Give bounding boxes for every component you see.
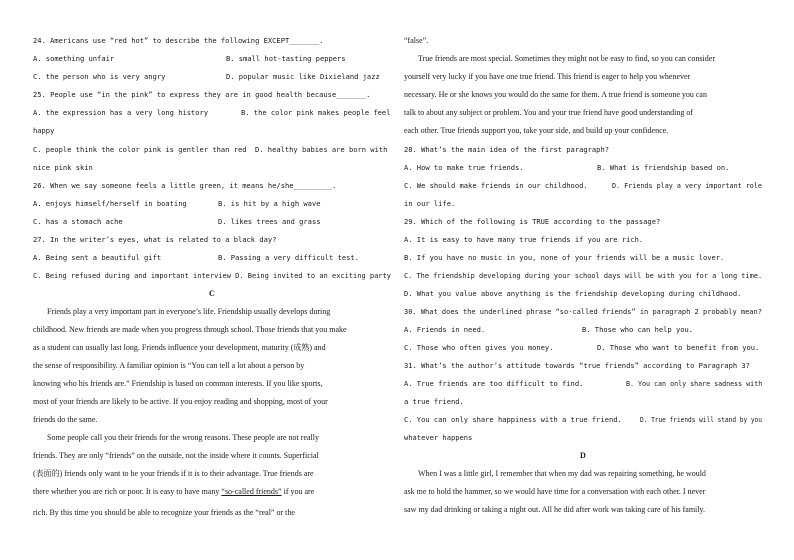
q24-option-a: A. something unfair [33, 54, 115, 63]
q25-option-d-cont: nice pink skin [33, 163, 93, 172]
q24-option-c: C. the person who is very angry [33, 72, 166, 81]
q30-stem: 30. What does the underlined phrase “so-called friends” in paragraph 2 probably mean? [404, 307, 762, 316]
q26-option-d: D. likes trees and grass [218, 217, 321, 226]
passage-c-line: childhood. New friends are made when you progress through school. Those friends that you make [33, 325, 347, 334]
q26-option-a: A. enjoys himself/herself in boating [33, 199, 187, 208]
q29-option-d: D. What you value above anything is the friendship developing during childhood. [404, 289, 742, 298]
q25-option-a: A. the expression has a very long history [33, 108, 209, 117]
q27-option-b: B. Passing a very difficult test. [218, 253, 359, 262]
q30-option-a: A. Friends in need. [404, 325, 486, 334]
passage-c-line: most of your friends are likely to be active. If you enjoy reading and shopping, most of your [33, 397, 328, 406]
passage-c-line: necessary. He or she knows you would do the same for them. A true friend is someone you can [404, 90, 707, 99]
passage-c-line: rich. By this time you should be able to recognize your friends as the “real” or the [33, 508, 295, 517]
q27-stem: 27. In the writer’s eyes, what is related to a black day? [33, 235, 277, 244]
q29-option-c: C. The friendship developing during your school days will be with you for a long time. [404, 271, 763, 280]
q25-option-b: B. the color pink makes people feel [241, 108, 391, 117]
passage-c-line: Some people call you their friends for the wrong reasons. These people are not really [47, 433, 319, 442]
q30-option-c: C. Those who often gives you money. [404, 343, 554, 352]
passage-c-line: knowing who his friends are.” Friendship is based on common interests. If you like sports, [33, 379, 323, 388]
q27-option-cd: C. Being refused during and important interview D. Being invited to an exciting party [33, 271, 391, 280]
q29-option-b: B. If you have no music in you, none of your friends will be a music lover. [404, 253, 725, 262]
q31-option-c: C. You can only share happiness with a true friend. [404, 415, 622, 424]
passage-c-line: each other. True friends support you, take your side, and build up your confidence. [404, 126, 669, 135]
q29-option-a: A. It is easy to have many true friends if you are rich. [404, 235, 644, 244]
passage-c-line: as a student can usually last long. Friends influence your development, maturity (成熟) and [33, 343, 326, 352]
q29-stem: 29. Which of the following is TRUE according to the passage? [404, 217, 661, 226]
passage-c-line: Friends play a very important part in everyone’s life. Friendship usually develops during [47, 307, 331, 316]
q28-option-b: B. What is friendship based on. [597, 163, 730, 172]
q24-option-d: D. popular music like Dixieland jazz [226, 72, 380, 81]
q25-option-b-cont: happy [33, 126, 55, 135]
passage-c-line: (表面的) friends only want to be your friends if it is to their advantage. True friends are [33, 469, 314, 478]
q31-option-d-cont: whatever happens [404, 433, 473, 442]
section-c-heading: C [209, 289, 215, 298]
passage-c-line: True friends are most special. Sometimes they might not be easy to find, so you can consider [418, 54, 715, 63]
q31-option-b: B. You can only share sadness with [626, 379, 763, 388]
so-called-friends-underline: “so-called friends” [221, 487, 282, 496]
q28-option-d: D. Friends play a very important role [612, 181, 762, 190]
q26-option-c: C. has a stomach ache [33, 217, 123, 226]
q31-option-a: A. True friends are too difficult to find. [404, 379, 584, 388]
passage-d-line: saw my dad drinking or taking a night out. All he did after work was taking care of his family. [404, 505, 705, 514]
q25-option-c: C. people think the color pink is gentler than red [33, 145, 247, 154]
q24-stem: 24. Americans use “red hot” to describe the following EXCEPT_______. [33, 36, 324, 45]
q26-stem: 26. When we say someone feels a little green, it means he/she_________. [33, 181, 337, 190]
passage-d-line: When I was a little girl, I remember that when my dad was repairing something, he would [418, 469, 706, 478]
passage-c-line: talk to about any subject or problem. You and your true friend have good understanding of [404, 108, 694, 117]
passage-c-line: friends. They are only “friends” on the outside, not the inside where it counts. Superficial [33, 451, 319, 460]
q28-stem: 28. What’s the main idea of the first paragraph? [404, 145, 609, 154]
passage-c-line: friends do the same. [33, 415, 98, 424]
section-d-heading: D [580, 451, 586, 460]
passage-c-line: there whether you are rich or poor. It is easy to have many “so-called friends” if you are [33, 487, 315, 496]
passage-c-line: yourself very lucky if you have one true friend. This friend is eager to help you whenever [404, 72, 691, 81]
q28-option-d-cont: in our life. [404, 199, 456, 208]
q31-stem: 31. What’s the author’s attitude towards “true friends” according to Paragraph 3? [404, 361, 750, 370]
passage-c-continuation: “false”. [404, 36, 429, 45]
passage-c-line: the sense of responsibility. A familiar opinion is “You can tell a lot about a person by [33, 361, 305, 370]
q28-option-c: C. We should make friends in our childhood. [404, 181, 588, 190]
q31-option-d: D. True friends will stand by you [640, 415, 762, 424]
q30-option-d: D. Those who want to benefit from you. [597, 343, 760, 352]
passage-d-line: ask me to hold the hammer, so we would have time for a conversation with each other. I never [404, 487, 706, 496]
q30-option-b: B. Those who can help you. [582, 325, 694, 334]
q25-stem: 25. People use “in the pink” to express they are in good health because_______. [33, 90, 371, 99]
q28-option-a: A. How to make true friends. [404, 163, 524, 172]
q27-option-a: A. Being sent a beautiful gift [33, 253, 162, 262]
q25-option-d: D. healthy babies are born with [255, 145, 388, 154]
q24-option-b: B. small hot-tasting peppers [226, 54, 346, 63]
q26-option-b: B. is hit by a high wave [218, 199, 321, 208]
q31-option-b-cont: a true friend. [404, 397, 464, 406]
